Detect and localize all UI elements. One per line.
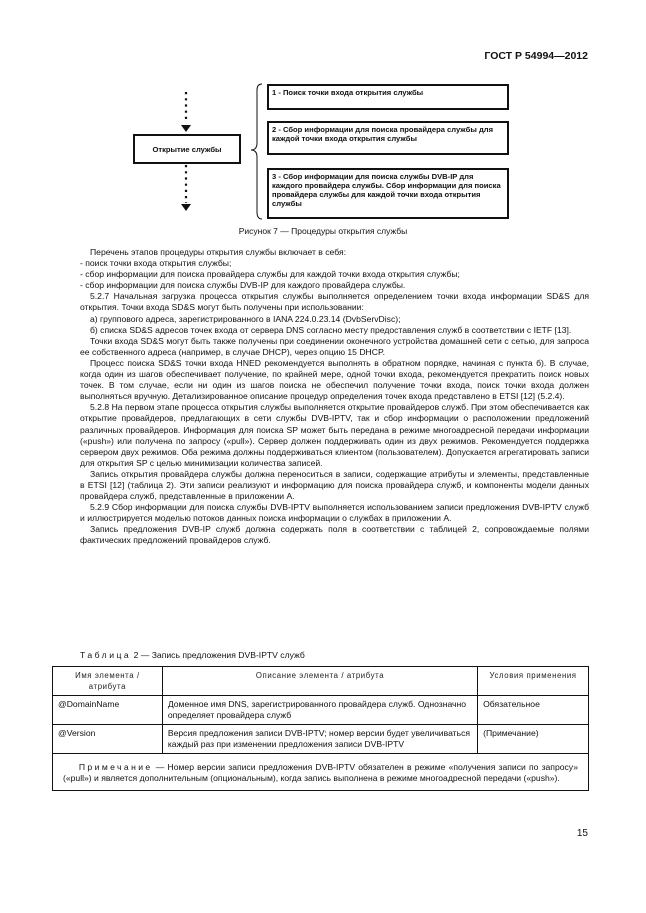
paragraph: Запись предложения DVB-IP служб должна содержать поля в соответствии с таблицей 2, сопровождаемые полями фактических предложений провайдеров служб. (80, 524, 589, 546)
paragraph: Процесс поиска SD&S точки входа HNED рекомендуется выполнять в обратном порядке, начиная с пункта б). В случае, когда один из шагов обеспечивает получение, по крайней мере, одной точки входа, рекомендуется прекратить поиск новых точек. В том случае, если ни один из шагов поиска не обеспечил получение точки входа, поиск точки входа должен выполняться вручную. Детализированное описание процедур определения точек входа представлено в ETSI [12] (5.2.4). (80, 357, 589, 402)
paragraph: Перечень этапов процедуры открытия службы включает в себя: (90, 247, 347, 257)
list-item: - сбор информации для поиска провайдера службы для каждой точки входа открытия службы; (80, 269, 460, 280)
table-row (53, 696, 589, 725)
arrow-down-top-icon (181, 125, 191, 132)
paragraph: 5.2.7 Начальная загрузка процесса открытия службы выполняется определением точки входа информации SD&S для открытия. Точки входа SD&S могут быть получены при использовании: (80, 291, 589, 313)
table-cell-desc: Доменное имя DNS, зарегистрированного провайдера служб. Однозначно определяет провайдера служб (162, 696, 477, 725)
table-row (53, 725, 589, 754)
note-word: Примечание (78, 762, 153, 772)
paragraph: Точки входа SD&S могут быть также получены при соединении оконечного устройства домашней сети с сетью, для запроса ее собственного адреса (например, в случае DHCP), через опцию 15 DHCP. (80, 335, 589, 357)
table-header-cell: Имя элемента / атрибута (53, 667, 163, 696)
paragraph: Запись открытия провайдера службы должна переноситься в записи, содержащие атрибуты и элементы, представленные в ETSI [12] (таблица 2). Эти записи реализуют и информацию для поиска провайдера служб, и компоненты модели данных провайдера служб, представленные в приложении А. (80, 468, 589, 502)
arrow-down-bottom-icon (181, 204, 191, 211)
table-cell-cond: Обязательное (478, 696, 589, 725)
list-item: а) группового адреса, зарегистрированного в IANA 224.0.23.14 (DvbServDisc); (90, 313, 401, 324)
list-item: б) списка SD&S адресов точек входа от сервера DNS согласно месту предоставления служб в соответствии с IETF [13]. (90, 324, 572, 335)
standard-header: ГОСТ Р 54994—2012 (484, 50, 588, 62)
step-box-2: 2 - Сбор информации для поиска провайдера службы для каждой точки входа открытия службы (267, 121, 509, 155)
figure-caption: Рисунок 7 — Процедуры открытия службы (238, 226, 408, 236)
table-header-cell: Описание элемента / атрибута (162, 667, 477, 696)
list-item: - сбор информации для поиска службы DVB-IP для каждого провайдера службы. (80, 280, 406, 291)
table-cell-cond: (Примечание) (478, 725, 589, 754)
body-text (80, 247, 589, 547)
table-note (53, 754, 589, 791)
table-cell-name: @Version (53, 725, 163, 754)
brace-shape (251, 84, 262, 219)
list-item: - поиск точки входа открытия службы; (80, 258, 232, 269)
note-text: — Номер версии записи предложения DVB-IPTV обязателен в режиме «получения записи по запросу» («pull») и является дополнительным (опциональным), когда запись выполнена в режиме многоадресной передачи («push»). (63, 762, 578, 783)
service-discovery-diagram (0, 0, 646, 240)
paragraph: 5.2.9 Сбор информации для поиска службы DVB-IPTV выполняется использованием записи предложения DVB-IPTV служб и иллюстрируется моделью потоков данных поиска информации о службах в приложении А. (80, 502, 589, 524)
page-number: 15 (576, 828, 588, 839)
paragraph: 5.2.8 На первом этапе процесса открытия службы выполняется открытие провайдеров служб. При этом обеспечивается как открытие провайдеров, предлагающих в сети службы DVB-IPTV, так и сбор информации о расположении предложений различных провайдеров. Информация для поиска SP может быть передана в режиме многоадресной передачи информации («push») или получена по запросу («pull»). Сервер должен поддерживать один из двух режимов. Рекомендуется поддержка сервером двух режимов. Оба режима должны поддерживаться клиентом (пользователем). Допускается агрегатировать записи для открытия SP с целью минимизации количества записей. (80, 402, 589, 468)
main-box-service-discovery: Открытие службы (133, 134, 241, 164)
dvb-iptv-record-table (52, 666, 589, 791)
table-cell-name: @DomainName (53, 696, 163, 725)
table-header-row (53, 667, 589, 696)
step-box-3: 3 - Сбор информации для поиска службы DVB-IP для каждого провайдера службы. Сбор информации для поиска провайдера службы для каждой точки входа открытия службы (267, 168, 509, 219)
table-cell-desc: Версия предложения записи DVB-IPTV; номер версии будет увеличиваться каждый раз при изменении предложения записи DVB-IPTV (162, 725, 477, 754)
table-note-row (53, 754, 589, 791)
step-box-1: 1 - Поиск точки входа открытия службы (267, 84, 509, 110)
table-caption-text: 2 — Запись предложения DVB-IPTV служб (133, 650, 305, 660)
table-caption (80, 650, 305, 660)
table-caption-word: Таблица (80, 650, 132, 660)
table-header-cell: Условия применения (478, 667, 589, 696)
